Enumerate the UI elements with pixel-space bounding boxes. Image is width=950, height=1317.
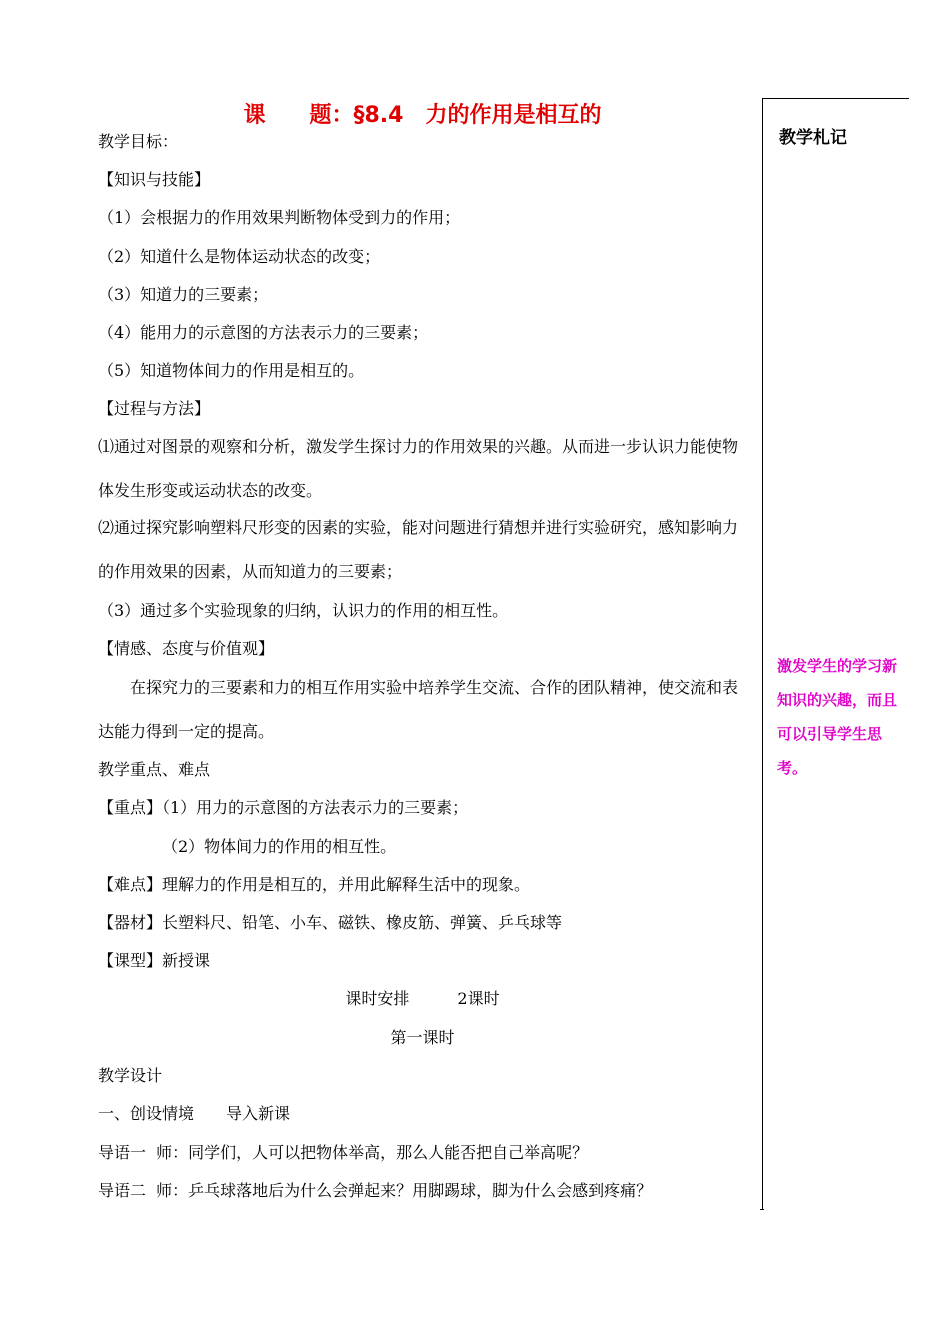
schedule: 课时安排 2课时 (345, 989, 500, 1008)
knowledge-item-3: （3）知道力的三要素； (98, 285, 269, 304)
knowledge-item-5: （5）知道物体间力的作用是相互的。 (98, 361, 365, 380)
knowledge-item-4: （4）能用力的示意图的方法表示力的三要素； (98, 323, 429, 342)
process-item-2: ⑵通过探究影响塑料尺形变的因素的实验，能对问题进行猜想并进行实验研究，感知影响力的作用效果的因素，从而知道力的三要素； (98, 518, 739, 581)
design-heading: 教学设计 (98, 1066, 163, 1085)
notes-sidebar-note: 激发学生的学习新知识的兴趣，而且可以引导学生思考。 (777, 657, 898, 777)
intro-1: 导语一 师：同学们，人可以把物体举高，那么人能否把自己举高呢？ (98, 1143, 589, 1162)
knowledge-item-1: （1）会根据力的作用效果判断物体受到力的作用； (98, 208, 461, 227)
difficult-point: 【难点】理解力的作用是相互的，并用此解释生活中的现象。 (98, 875, 531, 894)
process-heading: 【过程与方法】 (98, 399, 211, 418)
emotion-text: 在探究力的三要素和力的相互作用实验中培养学生交流、合作的团队精神，使交流和表达能力得到一定的提高。 (98, 678, 739, 741)
notes-sidebar (762, 98, 909, 1209)
materials: 【器材】长塑料尺、铅笔、小车、磁铁、橡皮筋、弹簧、乒乓球等 (98, 913, 563, 932)
page-title: 课 题：§8.4 力的作用是相互的 (243, 103, 602, 128)
key-point-2: （2）物体间力的作用的相互性。 (162, 837, 397, 856)
knowledge-item-2: （2）知道什么是物体运动状态的改变； (98, 247, 381, 266)
sidebar-bottom-tick (760, 1203, 764, 1210)
process-item-3: （3）通过多个实验现象的归纳，认识力的作用的相互性。 (98, 601, 509, 620)
key-point-1: 【重点】（1）用力的示意图的方法表示力的三要素； (98, 798, 469, 817)
process-item-1: ⑴通过对图景的观察和分析，激发学生探讨力的作用效果的兴趣。从而进一步认识力能使物体发生形变或运动状态的改变。 (98, 437, 739, 500)
key-points-heading: 教学重点、难点 (98, 760, 211, 779)
first-lesson: 第一课时 (390, 1028, 455, 1047)
section-1-heading: 一、创设情境 导入新课 (98, 1104, 291, 1123)
notes-sidebar-title: 教学札记 (779, 128, 847, 148)
goals-heading: 教学目标： (98, 132, 179, 151)
intro-2: 导语二 师：乒乓球落地后为什么会弹起来？用脚踢球，脚为什么会感到疼痛？ (98, 1181, 653, 1200)
lesson-type: 【课型】新授课 (98, 951, 211, 970)
knowledge-heading: 【知识与技能】 (98, 170, 211, 189)
emotion-heading: 【情感、态度与价值观】 (98, 639, 275, 658)
